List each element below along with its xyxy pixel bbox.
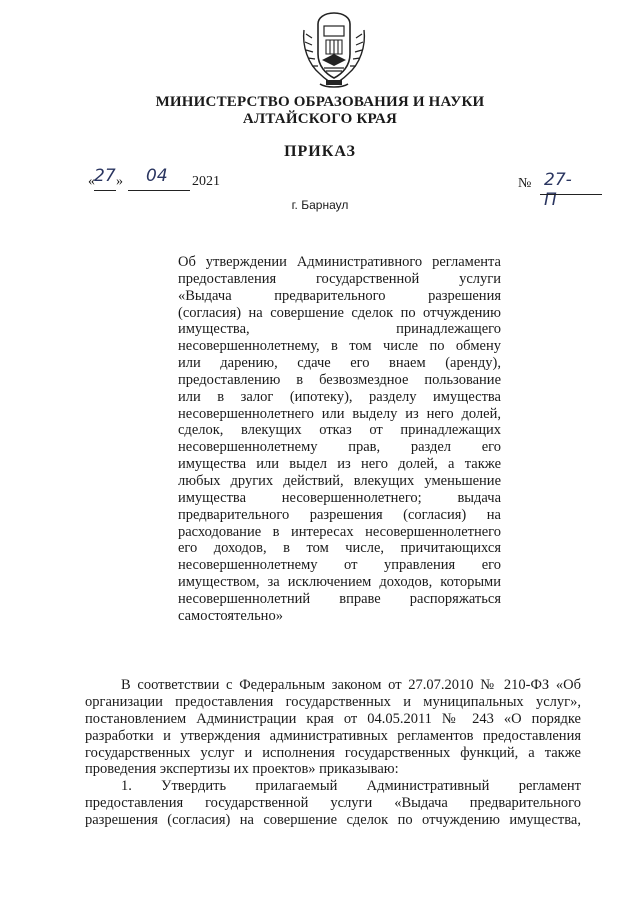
date-close-quote: »: [116, 174, 123, 189]
subject-line: несовершеннолетнему, в том числе по обмену: [178, 338, 501, 355]
subject-line: самостоятельно»: [178, 607, 283, 624]
subject-line: сделок, влекущих отказ от принадлежащих: [178, 422, 501, 439]
body-line: В соответствии с Федеральным законом от 27.07.2010 № 210-ФЗ «Об: [121, 677, 581, 693]
body-line: проведения экспертизы их проектов» приказываю:: [85, 761, 399, 778]
subject-line: (согласия) на совершение сделок по отчуждению: [178, 304, 501, 321]
order-subject: [178, 254, 501, 625]
subject-line: имущества несовершеннолетнего; выдача: [178, 489, 501, 506]
date-year: 2021: [192, 174, 220, 189]
subject-line: несовершеннолетнего или выделу из него долей,: [178, 405, 501, 422]
coat-of-arms-icon: [296, 10, 372, 90]
city: г. Барнаул: [291, 198, 349, 212]
date-month-underline: [128, 190, 190, 191]
subject-line: предоставлению в безвозмездное пользование: [178, 371, 501, 388]
date-day-handwritten: 27: [94, 166, 116, 186]
date-day-underline: [94, 190, 116, 191]
body-line: 1. Утвердить прилагаемый Административный регламент: [121, 778, 581, 795]
subject-line: имуществом, за исключением доходов, которыми: [178, 574, 501, 591]
order-number-handwritten: 27-П: [544, 170, 572, 210]
subject-line: имущества, принадлежащего: [178, 321, 501, 338]
subject-line: имущества или выдел из него долей, а также: [178, 456, 501, 473]
subject-line: или в залог (ипотеку), разделу имущества: [178, 388, 501, 405]
subject-line: предварительного разрешения (согласия) на: [178, 506, 501, 523]
subject-line: несовершеннолетнему от управления его: [178, 557, 501, 574]
subject-line: Об утверждении Административного регламента: [178, 254, 501, 270]
subject-line: несовершеннолетний вправе распоряжаться: [178, 590, 501, 607]
subject-line: предоставления государственной услуги: [178, 270, 501, 287]
body-line: разрешения (согласия) на совершение сделок по отчуждению имущества,: [85, 812, 581, 829]
document-title: ПРИКАЗ: [284, 143, 356, 160]
ministry-name-line-1: МИНИСТЕРСТВО ОБРАЗОВАНИЯ И НАУКИ: [155, 94, 485, 110]
number-sign: №: [518, 176, 532, 191]
body-line: организации предоставления государственных и муниципальных услуг»,: [85, 693, 581, 710]
date-open-quote: «: [88, 174, 95, 189]
date-month-handwritten: 04: [146, 166, 168, 186]
subject-line: «Выдача предварительного разрешения: [178, 287, 501, 304]
body-line: разработки и утверждения административных регламентов предоставления: [85, 727, 581, 744]
order-body: [85, 677, 581, 829]
subject-line: любых других действий, влекущих уменьшение: [178, 472, 501, 489]
subject-line: или дарению, сдаче его внаем (аренду),: [178, 355, 501, 372]
body-line: постановлением Администрации края от 04.05.2011 № 243 «О порядке: [85, 710, 581, 727]
subject-line: несовершеннолетнему прав, раздел его: [178, 439, 501, 456]
body-line: предоставления государственной услуги «Выдача предварительного: [85, 795, 581, 812]
body-line: государственных услуг и исполнения государственных функций, а также: [85, 744, 581, 761]
subject-line: расходование в интересах несовершеннолетнего: [178, 523, 501, 540]
order-number-underline: [540, 194, 602, 195]
subject-line: его доходов, в том числе, причитающихся: [178, 540, 501, 557]
ministry-name-line-2: АЛТАЙСКОГО КРАЯ: [242, 111, 398, 127]
